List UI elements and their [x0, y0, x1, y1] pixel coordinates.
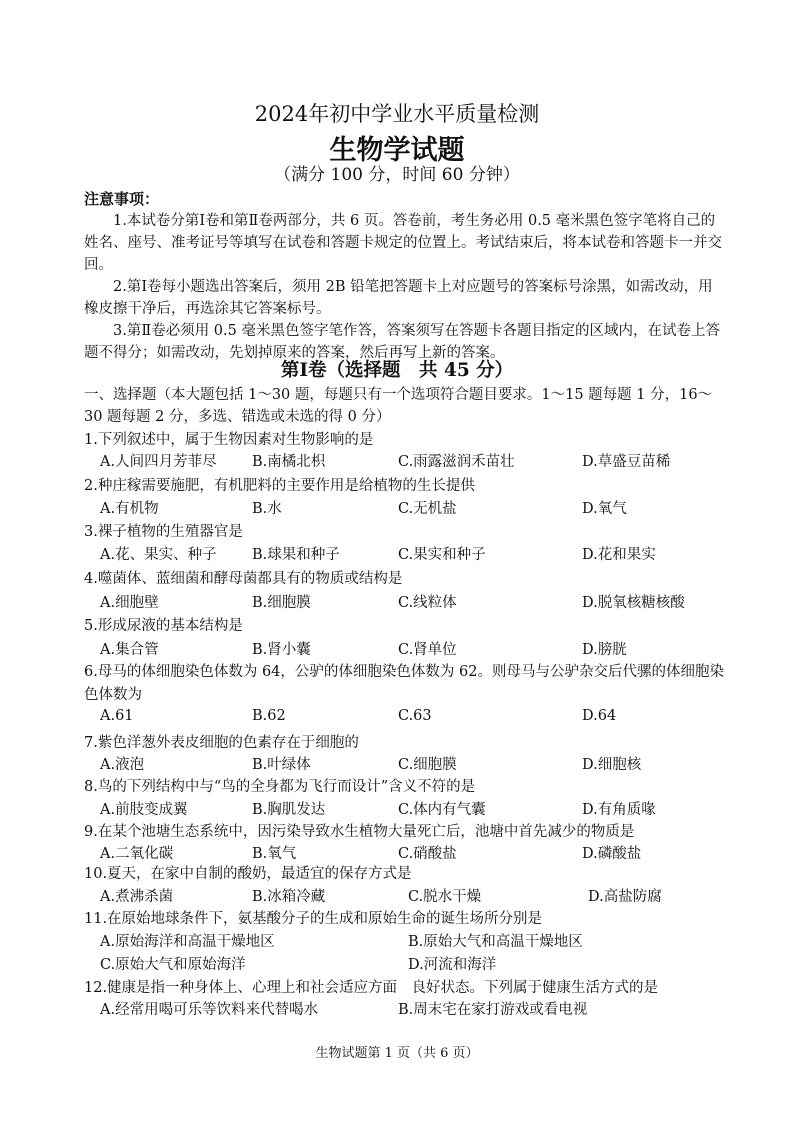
question-6-stem: 6.母马的体细胞染色体数为 64，公驴的体细胞染色体数为 62。则母马与公驴杂交后代骡的体细胞染色体数为	[84, 664, 724, 703]
question-9-stem: 9.在某个池塘生态系统中，因污染导致水生植物大量死亡后，池塘中首先减少的物质是	[84, 824, 635, 840]
option-c: C.63	[398, 708, 432, 724]
option-c: C.无机盐	[398, 501, 457, 517]
option-a: A.二氧化碳	[100, 846, 174, 862]
option-b: B.球果和种子	[252, 547, 340, 563]
option-d: D.细胞核	[582, 757, 642, 773]
option-b: B.细胞膜	[252, 595, 311, 611]
option-b: B.肾小囊	[252, 642, 311, 658]
notice-item-1: 1.本试卷分第Ⅰ卷和第Ⅱ卷两部分，共 6 页。答卷前，考生务必用 0.5 毫米黑色签字笔将自己的姓名、座号、准考证号等填写在试卷和答题卡规定的位置上。考试结束后，将本试卷和答题卡一并交回。	[84, 213, 722, 273]
option-a: A.经常用喝可乐等饮料来代替喝水	[100, 1002, 319, 1018]
option-b: B.南橘北枳	[252, 454, 326, 470]
option-d: D.草盛豆苗稀	[582, 454, 671, 470]
question-12-options	[100, 998, 720, 1020]
option-b: B.氧气	[252, 846, 297, 862]
question-5-stem: 5.形成尿液的基本结构是	[84, 618, 243, 634]
question-9-options	[100, 842, 720, 864]
question-6-options	[100, 708, 720, 730]
notice-heading: 注意事项：	[84, 190, 160, 208]
option-d: D.河流和海洋	[408, 957, 497, 973]
option-b: B.叶绿体	[252, 757, 311, 773]
question-3-stem: 3.裸子植物的生殖器官是	[84, 524, 243, 540]
option-b: B.冰箱冷藏	[252, 889, 326, 905]
exam-score-time: （满分 100 分，时间 60 分钟）	[274, 165, 520, 185]
option-d: D.磷酸盐	[582, 846, 642, 862]
option-d: D.有角质喙	[582, 802, 656, 818]
option-c: C.硝酸盐	[398, 846, 457, 862]
option-a: A.煮沸杀菌	[100, 889, 174, 905]
section-intro: 一、选择题（本大题包括 1～30 题，每题只有一个选项符合题目要求。1～15 题每题 1 分，16～30 题每题 2 分，多选、错选或未选的得 0 分）	[84, 387, 713, 425]
option-b: B.原始大气和高温干燥地区	[408, 934, 583, 950]
option-b: B.水	[252, 501, 282, 517]
option-c: C.细胞膜	[398, 757, 457, 773]
option-c: C.线粒体	[398, 595, 457, 611]
option-a: A.人间四月芳菲尽	[100, 454, 217, 470]
option-c: C.原始大气和原始海洋	[100, 957, 246, 973]
question-11-options-row2	[100, 953, 720, 975]
question-11-stem: 11.在原始地球条件下，氨基酸分子的生成和原始生命的诞生场所分别是	[84, 911, 543, 927]
page-footer: 生物试题第 1 页（共 6 页）	[315, 1046, 479, 1061]
option-d: D.脱氧核糖核酸	[582, 595, 685, 611]
option-d: D.花和果实	[582, 547, 656, 563]
option-d: D.64	[582, 708, 617, 724]
notice-item-2: 2.第Ⅰ卷每小题选出答案后，须用 2B 铅笔把答题卡上对应题号的答案标号涂黑，如需改动，用橡皮擦干净后，再选涂其它答案标号。	[84, 279, 713, 317]
question-7-stem: 7.紫色洋葱外表皮细胞的色素存在于细胞的	[84, 735, 359, 751]
option-a: A.液泡	[100, 757, 145, 773]
option-a: A.61	[100, 708, 134, 724]
option-b: B.胸肌发达	[252, 802, 326, 818]
notice-item-3: 3.第Ⅱ卷必须用 0.5 毫米黑色签字笔作答，答案须写在答题卡各题目指定的区域内，在试卷上答题不得分；如需改动，先划掉原来的答案，然后再写上新的答案。	[84, 323, 720, 361]
question-3-options	[100, 543, 720, 565]
question-2-stem: 2.种庄稼需要施肥，有机肥料的主要作用是给植物的生长提供	[84, 478, 475, 494]
exam-subject-title: 生物学试题	[329, 135, 465, 166]
option-c: C.雨露滋润禾苗壮	[398, 454, 515, 470]
option-a: A.集合管	[100, 642, 159, 658]
question-10-options	[100, 885, 720, 907]
question-7-options	[100, 753, 720, 775]
question-5-options	[100, 638, 720, 660]
option-c: C.体内有气囊	[398, 802, 486, 818]
option-b: B.62	[252, 708, 286, 724]
option-b: B.周末宅在家打游戏或看电视	[398, 1002, 588, 1018]
option-d: D.高盐防腐	[588, 889, 662, 905]
exam-header-title: 2024年初中学业水平质量检测	[254, 102, 540, 126]
question-12-stem: 12.健康是指一种身体上、心理上和社会适应方面 良好状态。下列属于健康生活方式的是	[84, 980, 659, 996]
question-1-options	[100, 450, 720, 472]
option-a: A.细胞壁	[100, 595, 159, 611]
option-d: D.氧气	[582, 501, 627, 517]
question-8-options	[100, 798, 720, 820]
option-a: A.原始海洋和高温干燥地区	[100, 934, 275, 950]
option-d: D.膀胱	[582, 642, 627, 658]
question-8-stem: 8.鸟的下列结构中与“鸟的全身都为飞行而设计”含义不符的是	[84, 779, 476, 795]
question-11-options-row1	[100, 930, 720, 952]
question-1-stem: 1.下列叙述中，属于生物因素对生物影响的是	[84, 432, 374, 448]
question-10-stem: 10.夏天，在家中自制的酸奶，最适宜的保存方式是	[84, 866, 412, 882]
option-c: C.果实和种子	[398, 547, 486, 563]
option-c: C.脱水干燥	[408, 889, 482, 905]
option-c: C.肾单位	[398, 642, 457, 658]
question-4-options	[100, 591, 720, 613]
option-a: A.前肢变成翼	[100, 802, 188, 818]
question-4-stem: 4.噬菌体、蓝细菌和酵母菌都具有的物质或结构是	[84, 571, 403, 587]
option-a: A.花、果实、种子	[100, 547, 217, 563]
option-a: A.有机物	[100, 501, 159, 517]
section-title: 第Ⅰ卷（选择题 共 45 分）	[280, 360, 514, 381]
question-2-options	[100, 497, 720, 519]
